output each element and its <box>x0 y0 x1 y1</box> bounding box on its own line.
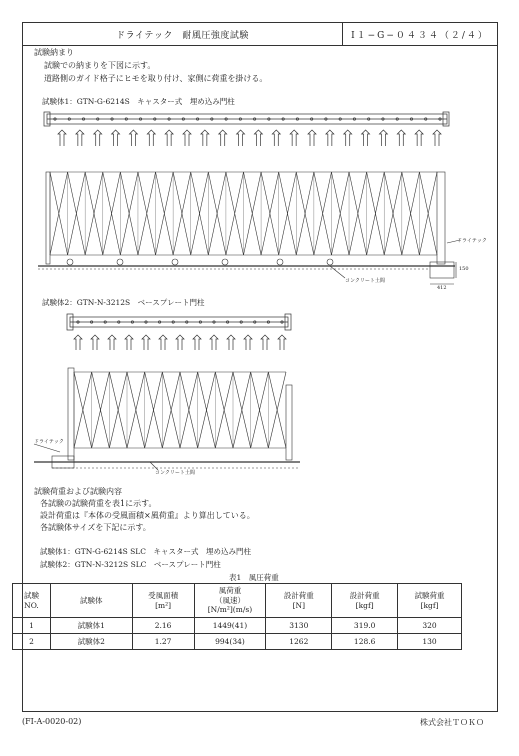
document-header <box>23 23 497 46</box>
table-cell: 1 <box>13 618 51 634</box>
section2-line2: 設計荷重は『本体の受風面積×風荷重』より算出している。 <box>40 511 255 520</box>
table-cell: 1449(41) <box>194 618 266 634</box>
form-number: (FI-A-0020-02) <box>22 717 82 726</box>
d1-concrete-note: コンクリート土間 <box>345 278 385 284</box>
section1-line1: 試験での納まりを下図に示す。 <box>44 61 156 70</box>
size-specimen2: 試験体2：GTN-N-3212S SLC ベースプレート門柱 <box>40 560 221 569</box>
table-header-cell <box>332 584 398 618</box>
header-line: 試験荷重 <box>414 591 445 601</box>
header-line: [kgf] <box>420 600 439 610</box>
table-row <box>13 634 462 650</box>
section2-heading: 試験荷重および試験内容 <box>34 487 122 496</box>
d2-concrete-note: コンクリート土間 <box>155 470 195 476</box>
table-cell: 試験体1 <box>50 618 132 634</box>
d1-dimension-height: 150 <box>459 266 469 272</box>
company-name: 株式会社ＴＯＫＯ <box>420 718 484 727</box>
table-cell: 994(34) <box>194 634 266 650</box>
header-line: 試験体 <box>80 595 103 605</box>
table-cell: 128.6 <box>332 634 398 650</box>
d1-drytec-note: ドライテック <box>457 238 487 244</box>
specimen2-label: 試験体2：GTN-N-3212S ベースプレート門柱 <box>42 298 205 307</box>
table-header-cell <box>13 584 51 618</box>
header-line: （風速） <box>214 595 245 605</box>
table-cell: 試験体2 <box>50 634 132 650</box>
header-line: 設計荷重 <box>283 591 314 601</box>
document-number: I１−G−０４３４（２/４） <box>351 30 489 41</box>
table-header-row <box>13 584 462 618</box>
header-line: [N/m²](m/s) <box>207 605 253 615</box>
header-line: 風荷重 <box>218 586 242 596</box>
section2-line3: 各試験体サイズを下記に示す。 <box>40 523 151 532</box>
table-header-cell <box>194 584 266 618</box>
table-cell: 3130 <box>266 618 332 634</box>
table-cell: 2.16 <box>132 618 194 634</box>
d1-dimension-width: 412 <box>437 285 447 291</box>
section1-line2: 道路側のガイド格子にヒモを取り付け、家側に荷重を掛ける。 <box>44 74 268 83</box>
document-title: ドライテック 耐風圧強度試験 <box>23 23 343 45</box>
section2-line1: 各試験の試験荷重を表1に示す。 <box>40 499 157 508</box>
section1-heading: 試験納まり <box>34 48 74 57</box>
header-line: NO. <box>24 600 39 610</box>
size-specimen1: 試験体1：GTN-G-6214S SLC キャスター式 埋め込み門柱 <box>40 547 251 556</box>
table-header-cell <box>398 584 462 618</box>
header-line: [m²] <box>155 600 172 610</box>
table-cell: 1262 <box>266 634 332 650</box>
table-cell: 319.0 <box>332 618 398 634</box>
table-header-cell <box>50 584 132 618</box>
wind-load-table <box>12 583 462 650</box>
header-line: 受風面積 <box>148 591 179 601</box>
header-line: 設計荷重 <box>349 591 380 601</box>
table-cell: 130 <box>398 634 462 650</box>
table-body <box>13 618 462 650</box>
table-cell: 1.27 <box>132 634 194 650</box>
d2-drytec-note: ドライテック <box>34 439 64 445</box>
table-header-cell <box>266 584 332 618</box>
header-line: [N] <box>292 600 306 610</box>
table-cell: 2 <box>13 634 51 650</box>
header-line: [kgf] <box>355 600 374 610</box>
table-row <box>13 618 462 634</box>
specimen1-label: 試験体1：GTN-G-6214S キャスター式 埋め込み門柱 <box>42 97 235 106</box>
header-line: 試験 <box>23 591 39 601</box>
table-header-cell <box>132 584 194 618</box>
table-caption: 表1 風圧荷重 <box>229 573 279 582</box>
table-cell: 320 <box>398 618 462 634</box>
